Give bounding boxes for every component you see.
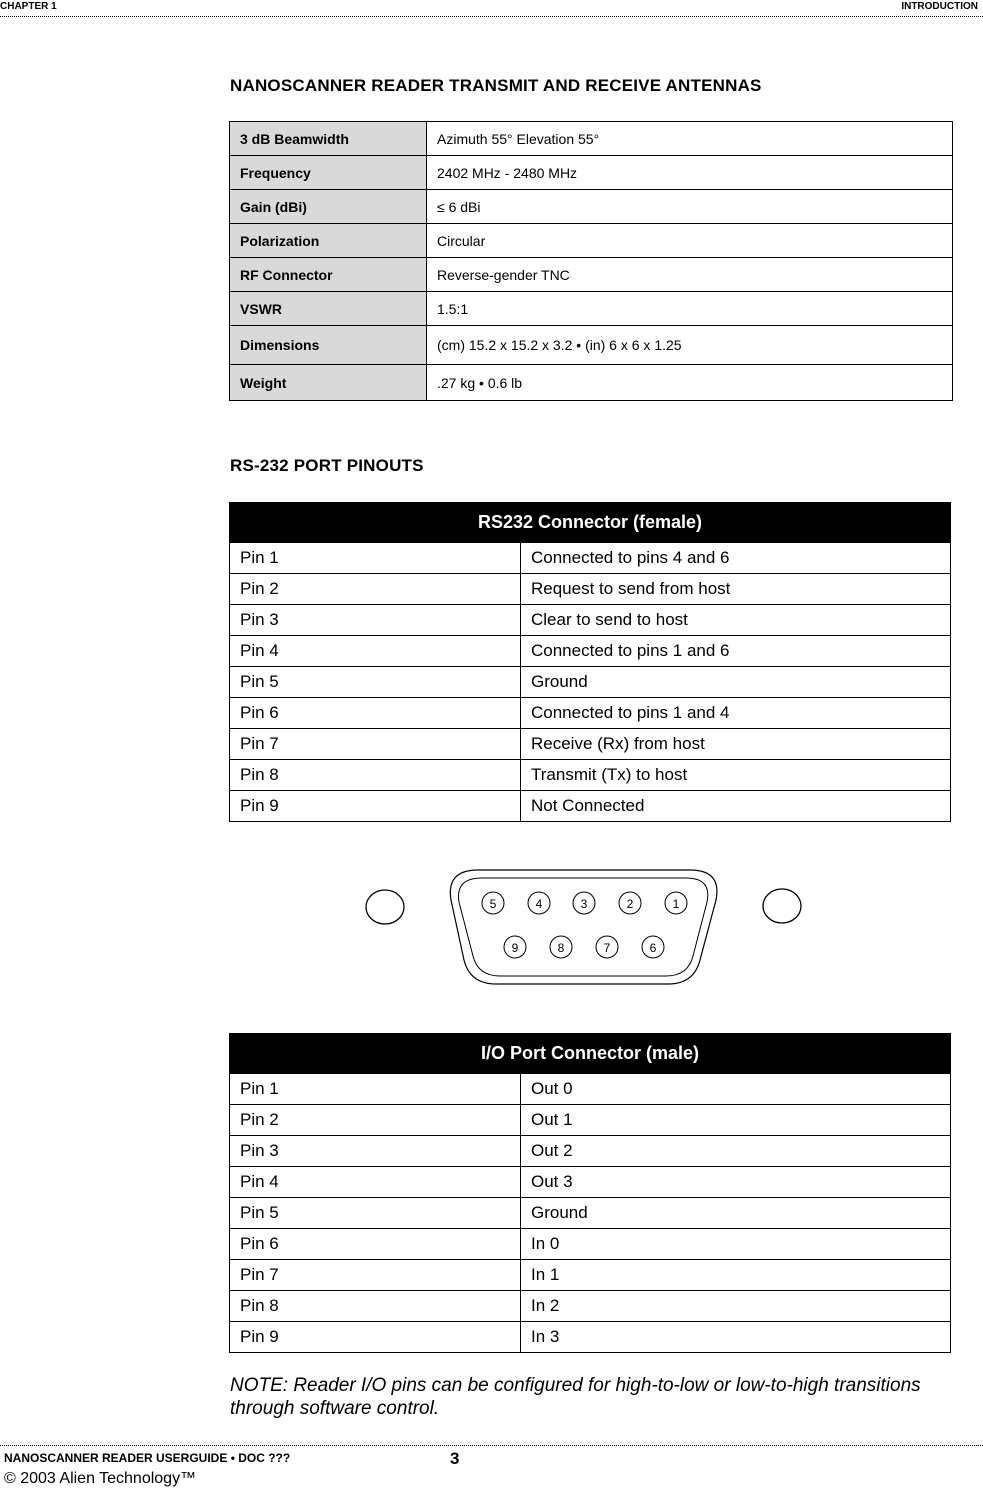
- desc-cell: Connected to pins 4 and 6: [521, 543, 951, 574]
- table-row: [230, 1291, 951, 1322]
- spec-label: Polarization: [230, 224, 427, 258]
- footer-doc-title: NANOSCANNER READER USERGUIDE • DOC ???: [4, 1451, 291, 1465]
- spec-label: Frequency: [230, 156, 427, 190]
- pin-cell: Pin 2: [230, 1105, 521, 1136]
- pin-cell: Pin 8: [230, 760, 521, 791]
- pin-cell: Pin 6: [230, 698, 521, 729]
- pin-cell: Pin 1: [230, 543, 521, 574]
- table-row: [230, 1167, 951, 1198]
- spec-label: VSWR: [230, 292, 427, 326]
- rs232-heading: RS-232 PORT PINOUTS: [230, 456, 424, 475]
- pin-cell: Pin 3: [230, 1136, 521, 1167]
- pin-cell: Pin 4: [230, 636, 521, 667]
- table-row: [230, 1198, 951, 1229]
- chapter-label: CHAPTER 1: [0, 1, 57, 12]
- desc-cell: Receive (Rx) from host: [521, 729, 951, 760]
- desc-cell: Ground: [521, 1198, 951, 1229]
- table-row: [230, 1260, 951, 1291]
- desc-cell: Out 1: [521, 1105, 951, 1136]
- spec-value: Azimuth 55° Elevation 55°: [427, 122, 953, 156]
- spec-value: (cm) 15.2 x 15.2 x 3.2 • (in) 6 x 6 x 1.25: [427, 326, 953, 365]
- desc-cell: In 1: [521, 1260, 951, 1291]
- pin-cell: Pin 3: [230, 605, 521, 636]
- pin-number: 4: [535, 897, 543, 911]
- spec-value: .27 kg • 0.6 lb: [427, 365, 953, 401]
- pin-cell: Pin 7: [230, 1260, 521, 1291]
- desc-cell: In 2: [521, 1291, 951, 1322]
- desc-cell: Transmit (Tx) to host: [521, 760, 951, 791]
- mounting-hole-right: [763, 889, 801, 923]
- antennas-heading: NANOSCANNER READER TRANSMIT AND RECEIVE ANTENNAS: [230, 76, 762, 95]
- table-row: [230, 1074, 951, 1105]
- spec-value: 2402 MHz - 2480 MHz: [427, 156, 953, 190]
- pin-cell: Pin 6: [230, 1229, 521, 1260]
- desc-cell: Ground: [521, 667, 951, 698]
- pin-cell: Pin 5: [230, 667, 521, 698]
- pin-cell: Pin 9: [230, 791, 521, 822]
- desc-cell: Out 2: [521, 1136, 951, 1167]
- pin-number: 1: [672, 897, 680, 911]
- desc-cell: Clear to send to host: [521, 605, 951, 636]
- table-row: [230, 1322, 951, 1353]
- spec-label: Dimensions: [230, 326, 427, 365]
- page-number: 3: [450, 1449, 460, 1468]
- pin-cell: Pin 4: [230, 1167, 521, 1198]
- desc-cell: In 3: [521, 1322, 951, 1353]
- pin-cell: Pin 9: [230, 1322, 521, 1353]
- mounting-hole-left: [366, 890, 404, 924]
- desc-cell: Connected to pins 1 and 6: [521, 636, 951, 667]
- spec-label: Gain (dBi): [230, 190, 427, 224]
- desc-cell: Connected to pins 1 and 4: [521, 698, 951, 729]
- desc-cell: Not Connected: [521, 791, 951, 822]
- pin-number: 8: [557, 941, 565, 955]
- pin-cell: Pin 2: [230, 574, 521, 605]
- pin-number: 2: [626, 897, 634, 911]
- table-row: [230, 1105, 951, 1136]
- spec-label: 3 dB Beamwidth: [230, 122, 427, 156]
- pin-cell: Pin 7: [230, 729, 521, 760]
- spec-value: ≤ 6 dBi: [427, 190, 953, 224]
- spec-value: Circular: [427, 224, 953, 258]
- pin-number: 7: [603, 941, 611, 955]
- table-row: [230, 1136, 951, 1167]
- desc-cell: Out 3: [521, 1167, 951, 1198]
- spec-value: 1.5:1: [427, 292, 953, 326]
- io-note: NOTE: Reader I/O pins can be configured for high-to-low or low-to-high transitions through software control.: [230, 1375, 921, 1419]
- spec-label: RF Connector: [230, 258, 427, 292]
- desc-cell: Request to send from host: [521, 574, 951, 605]
- footer-rule: [0, 1445, 983, 1446]
- pin-cell: Pin 8: [230, 1291, 521, 1322]
- copyright: © 2003 Alien Technology™: [4, 1470, 197, 1487]
- spec-label: Weight: [230, 365, 427, 401]
- io-pinout-table: [229, 1033, 951, 1353]
- pin-number: 6: [649, 941, 657, 955]
- pin-number: 5: [489, 897, 497, 911]
- table-title: RS232 Connector (female): [230, 503, 951, 543]
- pin-cell: Pin 1: [230, 1074, 521, 1105]
- table-row: [230, 1229, 951, 1260]
- spec-value: Reverse-gender TNC: [427, 258, 953, 292]
- pin-cell: Pin 5: [230, 1198, 521, 1229]
- section-label: INTRODUCTION: [901, 1, 978, 12]
- pin-number: 3: [580, 897, 588, 911]
- table-title: I/O Port Connector (male): [230, 1034, 951, 1074]
- desc-cell: Out 0: [521, 1074, 951, 1105]
- pin-number: 9: [511, 941, 519, 955]
- desc-cell: In 0: [521, 1229, 951, 1260]
